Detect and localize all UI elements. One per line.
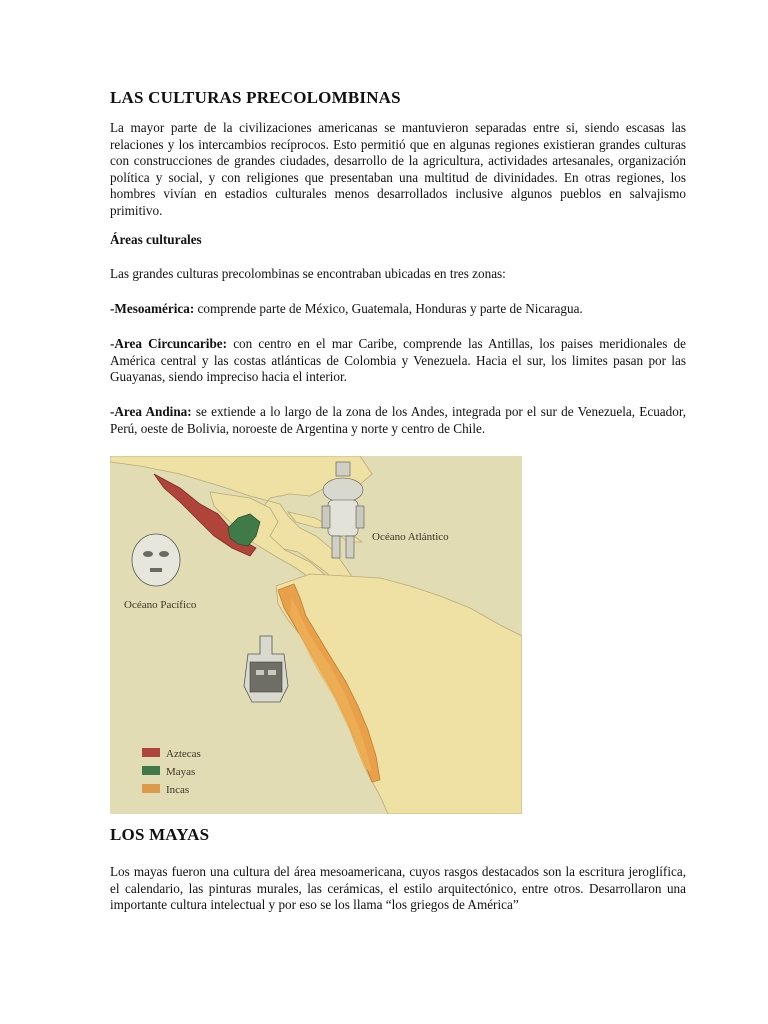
zone-andina bbox=[110, 404, 686, 437]
legend-swatch-mayas bbox=[142, 766, 160, 775]
zone-circuncaribe bbox=[110, 336, 686, 386]
legend-label-aztecas: Aztecas bbox=[166, 748, 201, 760]
zone-mesoamerica bbox=[110, 301, 686, 318]
map-illustration bbox=[110, 456, 522, 814]
zone-text: con centro en el mar Caribe, comprende las Antillas, los paises meridionales de América central y las costas atlánticas de Colombia y Venezuela. Hacia el sur, los limites pasan por las Guayanas, siendo impreciso hacia el interior. bbox=[110, 336, 686, 385]
subtitle-areas-culturales: Áreas culturales bbox=[110, 232, 202, 247]
zone-name: -Area Circuncaribe: bbox=[110, 336, 228, 351]
zone-text: comprende parte de México, Guatemala, Honduras y parte de Nicaragua. bbox=[194, 301, 583, 316]
section-title-precolombinas: LAS CULTURAS PRECOLOMBINAS bbox=[110, 88, 401, 107]
legend-swatch-aztecas bbox=[142, 748, 160, 757]
label-oceano-atlantico: Océano Atlántico bbox=[372, 531, 449, 543]
precolumbian-map bbox=[110, 456, 522, 814]
legend-swatch-incas bbox=[142, 784, 160, 793]
zones-intro-paragraph: Las grandes culturas precolombinas se encontraban ubicadas en tres zonas: bbox=[110, 266, 506, 281]
mayas-paragraph: Los mayas fueron una cultura del área mesoamericana, cuyos rasgos destacados son la escritura jeroglífica, el calendario, las pinturas murales, las cerámicas, el estilo arquitectónico, entre otros. Desarrollaron una importante cultura intelectual y por eso se los llama “los griegos de América” bbox=[110, 864, 686, 913]
intro-paragraph: La mayor parte de la civilizaciones americanas se mantuvieron separadas entre si, siendo escasas las relaciones y los intercambios recíprocos. Esto permitió que en algunas regiones existieran grandes culturas con construcciones de grandes ciudades, desarrollo de la agricultura, actividades artesanales, organización política y social, y con religiones que presentaban una multitud de divinidades. En otras regiones, los hombres vivían en estadios culturales menos desarrollados inclusive algunos pueblos en salvajismo primitivo. bbox=[110, 120, 686, 218]
zone-text: se extiende a lo largo de la zona de los Andes, integrada por el sur de Venezuela, Ecuador, Perú, oeste de Bolivia, noroeste de Argentina y norte y centro de Chile. bbox=[110, 404, 686, 436]
legend-label-incas: Incas bbox=[166, 784, 190, 796]
label-oceano-pacifico: Océano Pacífico bbox=[124, 599, 197, 611]
stone-mask-icon bbox=[132, 534, 180, 586]
legend-label-mayas: Mayas bbox=[166, 766, 196, 778]
zone-name: -Mesoamérica: bbox=[110, 301, 195, 316]
zone-name: -Area Andina: bbox=[110, 404, 192, 419]
section-title-mayas: LOS MAYAS bbox=[110, 825, 210, 844]
